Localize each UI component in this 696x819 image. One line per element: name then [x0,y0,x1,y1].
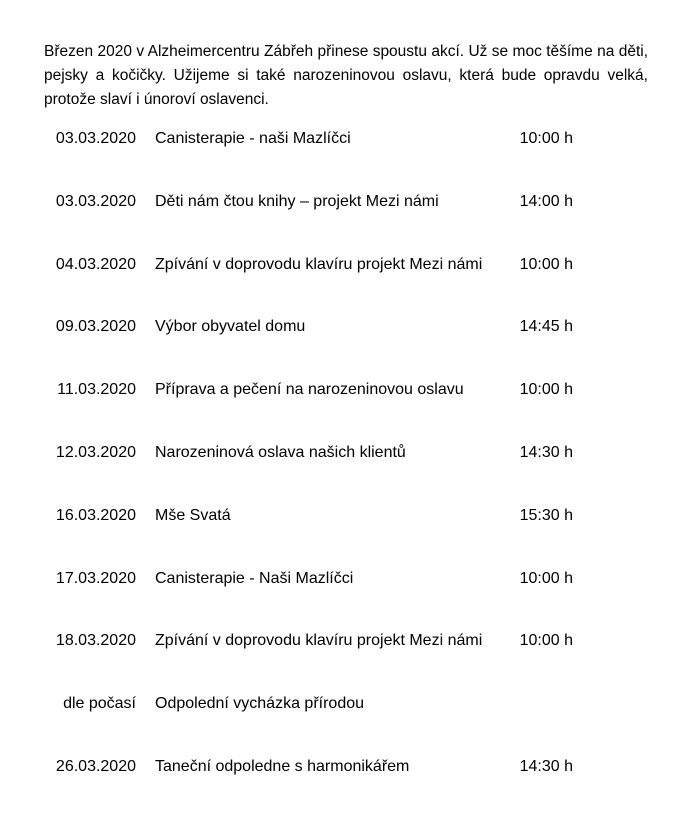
event-row [0,568,696,631]
event-date: dle počasí [63,695,136,713]
event-date: 18.03.2020 [55,632,136,650]
event-date: 12.03.2020 [55,443,136,461]
event-date: 17.03.2020 [55,569,136,587]
event-name: Výbor obyvatel domu [155,318,306,336]
event-name: Mše Svatá [155,506,231,524]
event-date: 04.03.2020 [55,255,136,273]
event-time: 14:45 h [519,318,573,336]
event-time: 10:00 h [519,632,573,650]
event-row [0,505,696,568]
event-row [0,379,696,442]
event-row [0,693,696,756]
event-schedule [0,128,696,819]
event-date: 03.03.2020 [55,130,136,147]
event-name: Zpívání v doprovodu klavíru projekt Mezi námi [155,255,483,273]
event-name: Canisterapie - Naši Mazlíčci [155,569,354,587]
event-row [0,316,696,379]
event-time: 15:30 h [519,506,573,524]
event-row [0,254,696,317]
event-time: 10:00 h [519,130,573,147]
event-time: 14:30 h [519,757,573,775]
event-time: 10:00 h [519,255,573,273]
event-date: 26.03.2020 [55,757,136,775]
event-row [0,756,696,819]
event-time: 14:00 h [519,192,573,210]
event-name: Odpolední vycházka přírodou [155,695,365,713]
event-name: Zpívání v doprovodu klavíru projekt Mezi námi [155,632,483,650]
event-row [0,191,696,254]
event-row [0,442,696,505]
event-row [0,630,696,693]
event-time: 10:00 h [519,569,573,587]
event-date: 11.03.2020 [57,381,136,399]
event-date: 03.03.2020 [55,192,136,210]
event-time: 14:30 h [519,443,573,461]
event-name: Děti nám čtou knihy – projekt Mezi námi [155,192,439,210]
event-name: Canisterapie - naši Mazlíčci [155,130,351,147]
event-name: Narozeninová oslava našich klientů [155,443,406,461]
event-date: 16.03.2020 [55,506,136,524]
event-name: Příprava a pečení na narozeninovou oslavu [155,381,464,399]
event-time: 10:00 h [519,381,573,399]
event-date: 09.03.2020 [55,318,136,336]
event-name: Taneční odpoledne s harmonikářem [155,757,410,775]
event-row [0,128,696,191]
intro-paragraph: Březen 2020 v Alzheimercentru Zábřeh přinese spoustu akcí. Už se moc těšíme na děti, pejsky a kočičky. Užijeme si také narozeninovou oslavu, která bude opravdu velká, protože slaví i únoroví oslavenci. [44,43,648,108]
